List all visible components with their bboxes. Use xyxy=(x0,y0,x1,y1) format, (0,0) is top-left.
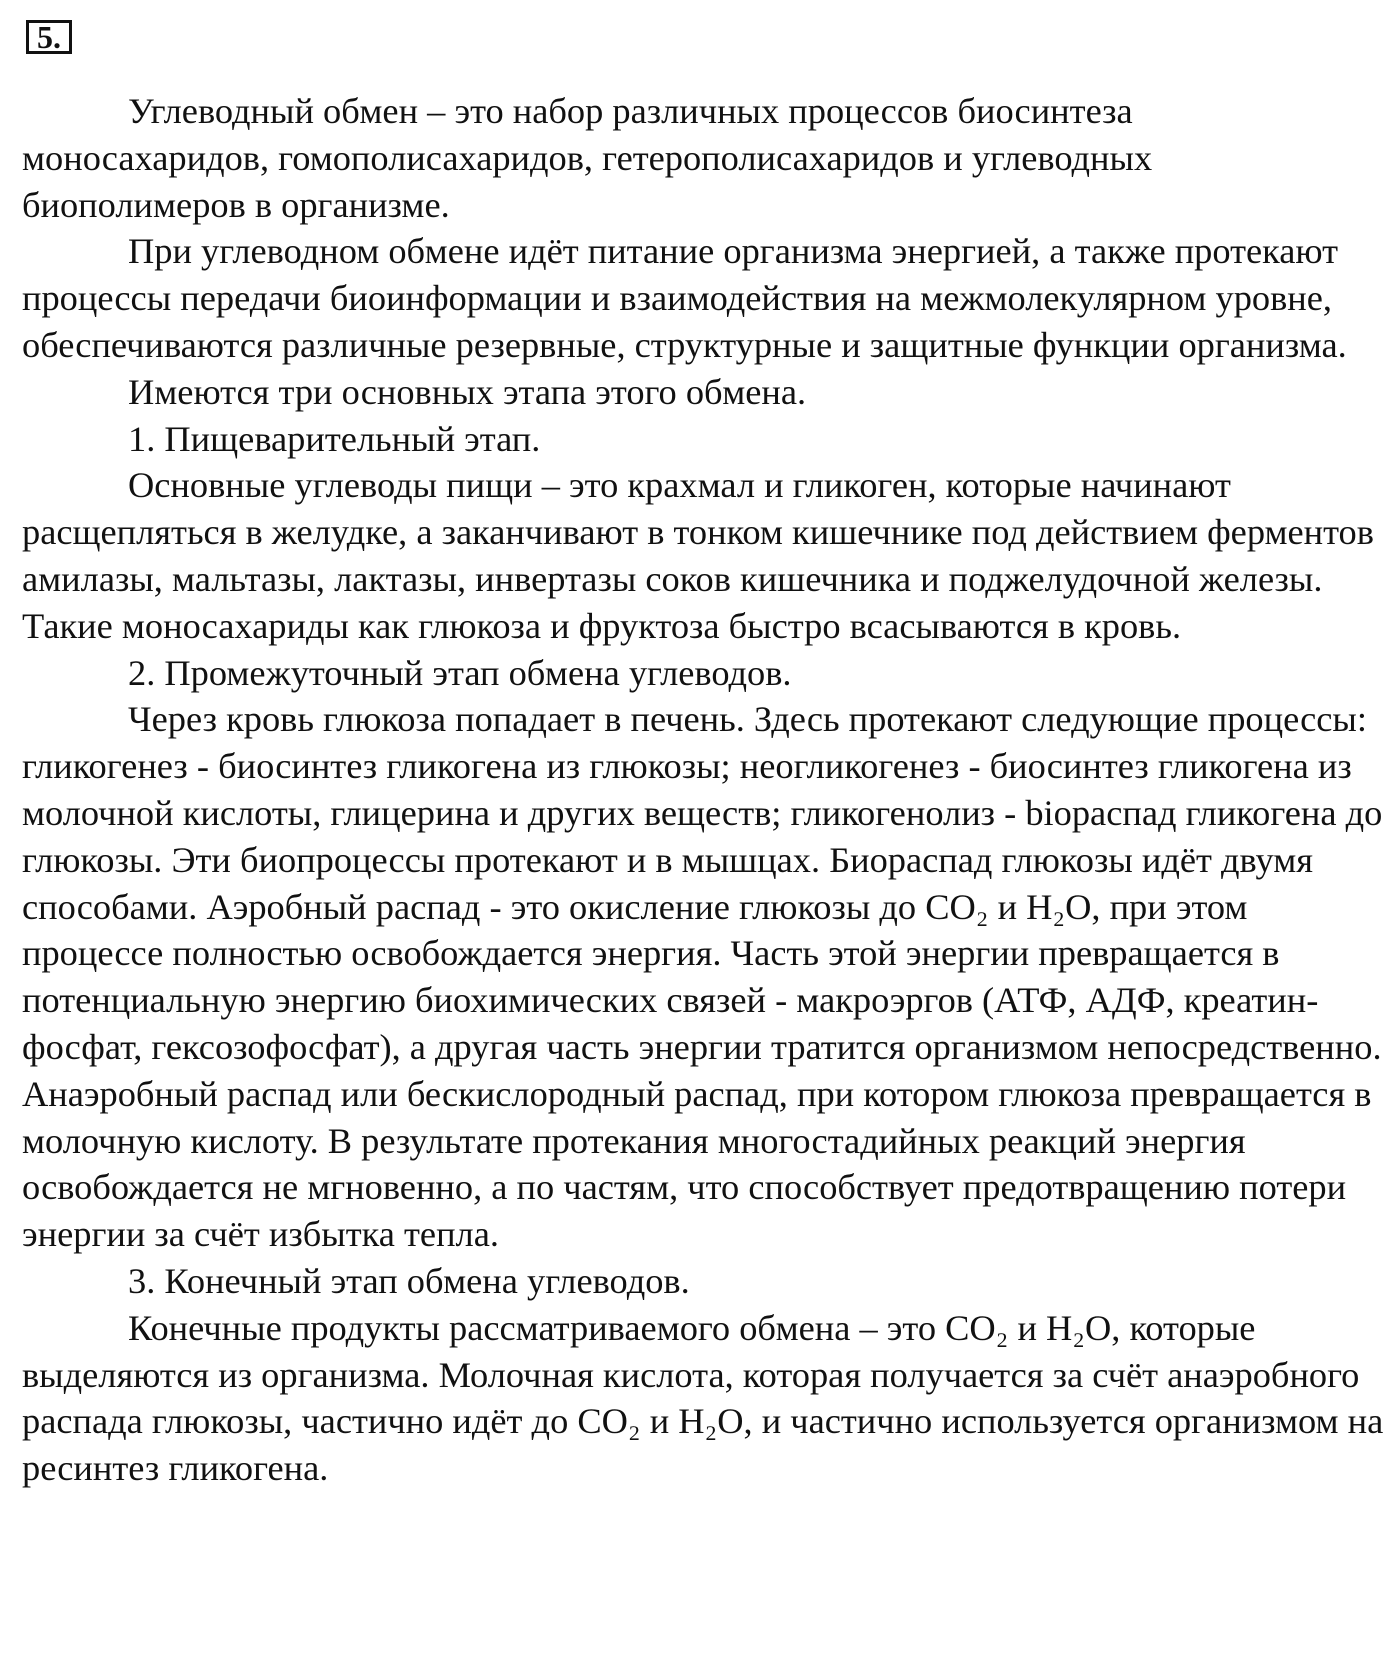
document-body xyxy=(22,88,1384,1492)
task-number-badge: 5. xyxy=(26,20,72,54)
heading-stage-1: 1. Пищеварительный этап. xyxy=(128,418,541,459)
heading-stage-3: 3. Конечный этап обмена углеводов. xyxy=(128,1260,690,1301)
paragraph-stage-3: Конечные продукты рассматриваемого обмена – это CO₂ и H₂O, которые выделяются из организма. Молочная кислота, которая получается за счёт анаэробного распада глюкозы, частично идёт до CO₂ и H₂O, и частично используется организмом на ресинтез гликогена. xyxy=(22,1307,1384,1489)
paragraph-stage-1: Основные углеводы пищи – это крахмал и гликоген, которые начинают расщепляться в желудке, а заканчивают в тонком кишечнике под действием ферментов амилазы, мальтазы, лактазы, инвертазы соков кишечника и поджелудочной железы. Такие моносахариды как глюкоза и фруктоза быстро всасываются в кровь. xyxy=(22,465,1374,646)
paragraph-functions: При углеводном обмене идёт питание организма энергией, а также протекают процессы передачи биоинформации и взаимодействия на межмолекулярном уровне, обеспечиваются различные резервные, структурные и защитные функции организма. xyxy=(22,231,1347,365)
paragraph-stage-2: Через кровь глюкоза попадает в печень. Здесь протекают следующие процессы: гликогенез - биосинтез гликогена из глюкозы; неогликогенез - биосинтез гликогена из молочной кислоты, глицерина и других веществ; гликогенолиз - biораспад гликогена до глюкозы. Эти биопроцессы протекают и в мышцах. Биораспад глюкозы идёт двумя способами. Аэробный распад - это окисление глюкозы до CO₂ и H₂O, при этом процессе полностью освобождается энергия. Часть этой энергии превращается в потенциальную энергию биохимических связей - макроэргов (АТФ, АДФ, креатин-фосфат, гексозофосфат), а другая часть энергии тратится организмом непосредственно. Анаэробный распад или бескислородный распад, при котором глюкоза превращается в молочную кислоту. В результате протекания многостадийных реакций энергия освобождается не мгновенно, а по частям, что способствует предотвращению потери энергии за счёт избытка тепла. xyxy=(22,699,1383,1255)
heading-stage-2: 2. Промежуточный этап обмена углеводов. xyxy=(128,652,792,693)
paragraph-stages-intro: Имеются три основных этапа этого обмена. xyxy=(128,371,807,412)
paragraph-definition: Углеводный обмен – это набор различных процессов биосинтеза моносахаридов, гомополисахаридов, гетерополисахаридов и углеводных биополимеров в организме. xyxy=(22,91,1153,225)
